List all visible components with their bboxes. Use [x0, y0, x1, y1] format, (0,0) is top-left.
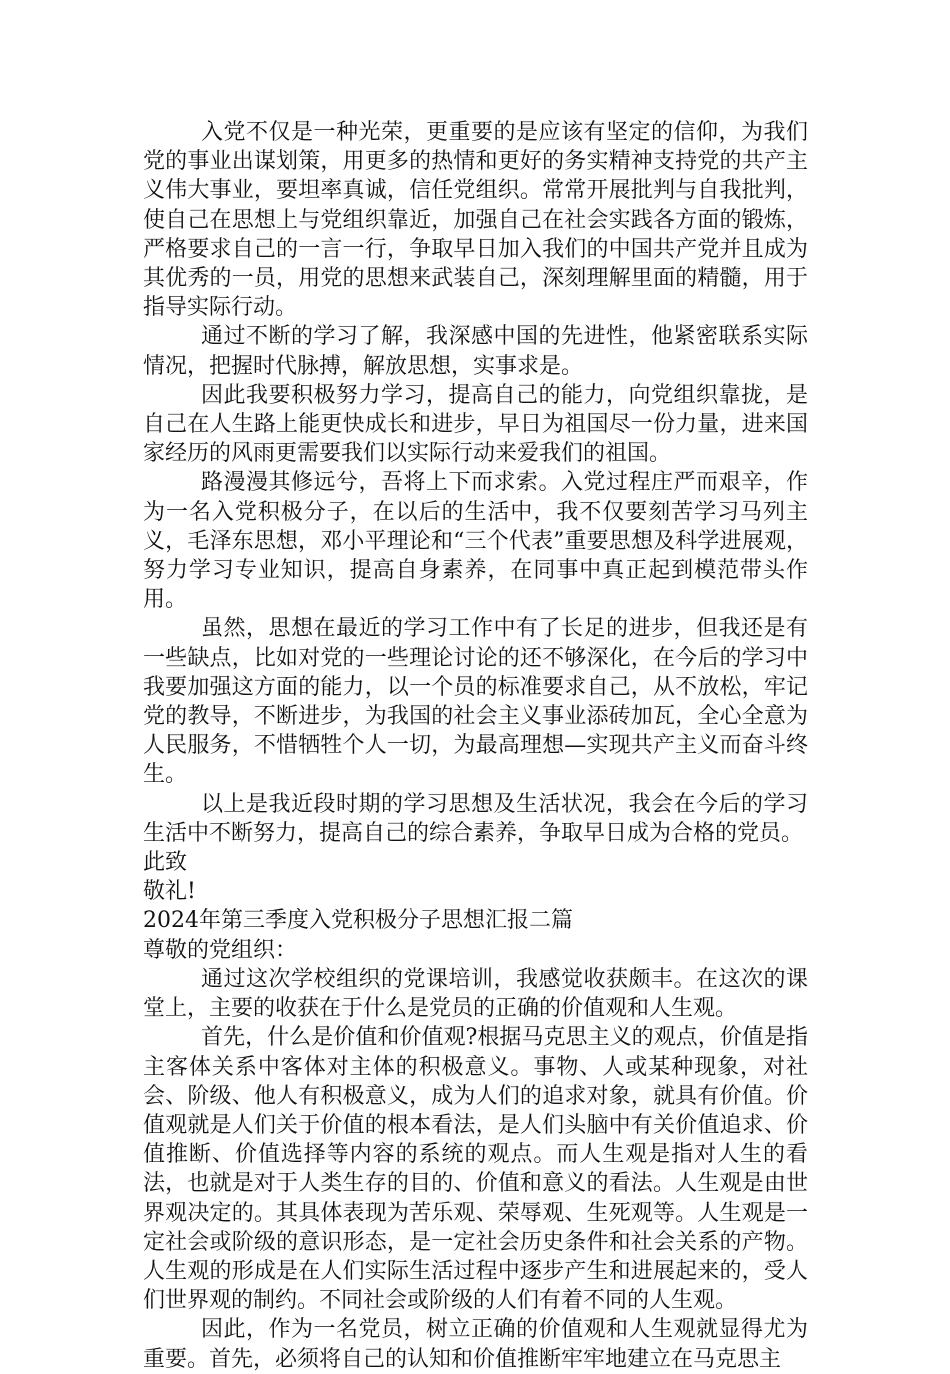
paragraph-1: 入党不仅是一种光荣，更重要的是应该有坚定的信仰，为我们党的事业出谋划策，用更多的热情和更好的务实精神支持党的共产主义伟大事业，要坦率真诚，信任党组织。常常开展批判与自我批判，使自己在思想上与党组织靠近，加强自己在社会实践各方面的锻炼，严格要求自己的一言一行，争取早日加入我们的中国共产党并且成为其优秀的一员，用党的思想来武装自己，深刻理解里面的精髓，用于指导实际行动。	[143, 120, 808, 321]
paragraph-5: 虽然，思想在最近的学习工作中有了长足的进步，但我还是有一些缺点，比如对党的一些理论讨论的还不够深化，在今后的学习中我要加强这方面的能力，以一个员的标准要求自己，从不放松，牢记党的教导，不断进步，为我国的社会主义事业添砖加瓦，全心全意为人民服务，不惜牺牲个人一切，为最高理想—实现共产主义而奋斗终生。	[143, 616, 808, 788]
paragraph-3: 因此我要积极努力学习，提高自己的能力，向党组织靠拢，是自己在人生路上能更快成长和进步，早日为祖国尽一份力量，进来国家经历的风雨更需要我们以实际行动来爱我们的祖国。	[143, 382, 808, 467]
paragraph-9: 因此，作为一名党员，树立正确的价值观和人生观就显得尤为重要。首先，必须将自己的认知和价值推断牢牢地建立在马克思主	[143, 1317, 808, 1372]
paragraph-7: 通过这次学校组织的党课培训，我感觉收获颇丰。在这次的课堂上，主要的收获在于什么是党员的正确的价值观和人生观。	[143, 966, 808, 1022]
closing-cizhi: 此致	[143, 850, 188, 876]
paragraph-6: 以上是我近段时期的学习思想及生活状况，我会在今后的学习生活中不断努力，提高自己的综合素养，争取早日成为合格的党员。	[143, 791, 808, 846]
paragraph-8: 首先，什么是价值和价值观?根据马克思主义的观点，价值是指主客体关系中客体对主体的积极意义。事物、人或某种现象，对社会、阶级、他人有积极意义，成为人们的追求对象，就具有价值。价值观就是人们关于价值的根本看法，是人们头脑中有关价值追求、价值推断、价值选择等内容的系统的观点。而人生观是指对人生的看法，也就是对于人类生存的目的、价值和意义的看法。人生观是由世界观决定的。其具体表现为苦乐观、荣辱观、生死观等。人生观是一定社会或阶级的意识形态，是一定社会历史条件和社会关系的产物。人生观的形成是在人们实际生活过程中逐步产生和进展起来的，受人们世界观的制约。不同社会或阶级的人们有着不同的人生观。	[143, 1025, 808, 1314]
closing-jingli: 敬礼!	[143, 879, 196, 905]
document-body	[143, 118, 808, 1374]
second-report-title: 2024年第三季度入党积极分子思想汇报二篇	[143, 908, 573, 934]
paragraph-4: 路漫漫其修远兮，吾将上下而求索。入党过程庄严而艰辛，作为一名入党积极分子，在以后的生活中，我不仅要刻苦学习马列主义，毛泽东思想，邓小平理论和“三个代表”重要思想及科学进展观，努力学习专业知识，提高自身素养，在同事中真正起到模范带头作用。	[143, 470, 808, 613]
salutation: 尊敬的党组织：	[143, 937, 298, 963]
paragraph-2: 通过不断的学习了解，我深感中国的先进性，他紧密联系实际情况，把握时代脉搏，解放思想，实事求是。	[143, 324, 808, 379]
